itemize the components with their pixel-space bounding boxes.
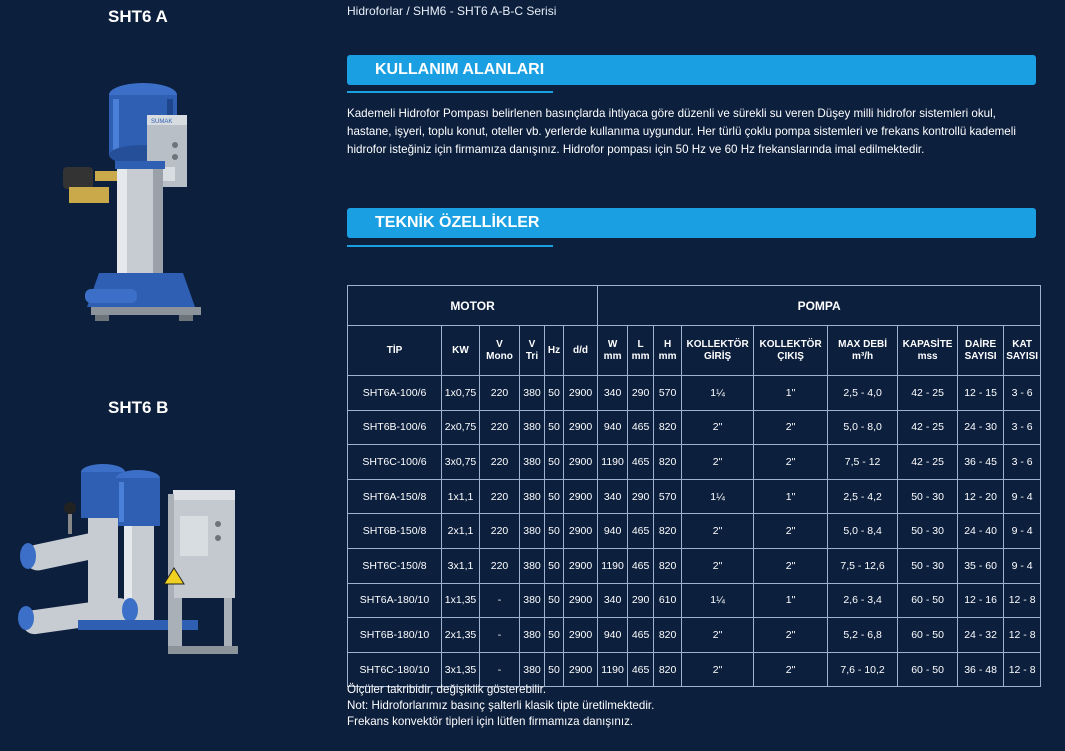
column-header xyxy=(958,326,1004,376)
table-cell: 220 xyxy=(480,445,520,480)
note-line: Frekans konvektör tipleri için lütfen firmamıza danışınız. xyxy=(347,715,634,728)
table-cell: 9 - 4 xyxy=(1004,514,1041,549)
table-cell: 50 xyxy=(545,652,564,687)
sht6b-pump-image xyxy=(18,460,248,670)
table-cell: 820 xyxy=(654,618,682,653)
table-cell: 2" xyxy=(682,618,754,653)
column-header-text: GİRİŞ xyxy=(703,350,732,362)
table-cell: SHT6C-180/10 xyxy=(348,652,442,687)
table-cell: 50 xyxy=(545,410,564,445)
table-cell: 1¼ xyxy=(682,583,754,618)
table-cell: 2900 xyxy=(564,479,598,514)
column-header-text: SAYISI xyxy=(964,350,997,362)
table-row xyxy=(348,445,1041,480)
column-header-text: KOLLEKTÖR xyxy=(686,338,749,350)
table-cell: 12 - 8 xyxy=(1004,583,1041,618)
table-cell: 465 xyxy=(628,618,654,653)
table-cell: 380 xyxy=(520,445,545,480)
table-cell: 1" xyxy=(754,376,828,411)
table-cell: 3 - 6 xyxy=(1004,410,1041,445)
table-cell: 1" xyxy=(754,479,828,514)
table-cell: 3x1,1 xyxy=(442,548,480,583)
table-cell: 2900 xyxy=(564,410,598,445)
table-cell: 36 - 48 xyxy=(958,652,1004,687)
column-header-text: KOLLEKTÖR xyxy=(759,338,822,350)
table-cell: 42 - 25 xyxy=(898,410,958,445)
product-label-sht6a: SHT6 A xyxy=(108,7,168,26)
table-cell: 12 - 15 xyxy=(958,376,1004,411)
table-row xyxy=(348,583,1041,618)
note-line: Not: Hidroforlarımız basınç şalterli klasik tipte üretilmektedir. xyxy=(347,699,655,712)
column-header-text: m³/h xyxy=(852,350,874,362)
column-header xyxy=(442,326,480,376)
column-header xyxy=(1004,326,1041,376)
table-cell: 820 xyxy=(654,410,682,445)
table-cell: 2900 xyxy=(564,583,598,618)
brand-logo: SUMAK xyxy=(151,119,173,125)
column-header xyxy=(628,326,654,376)
column-header-text: Hz xyxy=(547,344,561,356)
table-cell: 5,0 - 8,0 xyxy=(828,410,898,445)
table-cell: 2900 xyxy=(564,548,598,583)
table-cell: 60 - 50 xyxy=(898,583,958,618)
table-cell: SHT6A-180/10 xyxy=(348,583,442,618)
motor-group-header: MOTOR xyxy=(348,286,598,326)
table-cell: 3x1,35 xyxy=(442,652,480,687)
table-cell: 50 xyxy=(545,583,564,618)
table-cell: 1190 xyxy=(598,652,628,687)
table-cell: 2" xyxy=(754,410,828,445)
table-cell: - xyxy=(480,652,520,687)
column-header-text: DAİRE xyxy=(965,338,997,350)
column-header xyxy=(898,326,958,376)
table-cell: 60 - 50 xyxy=(898,652,958,687)
table-cell: 465 xyxy=(628,445,654,480)
table-cell: 24 - 40 xyxy=(958,514,1004,549)
column-header-text: H xyxy=(663,338,672,350)
table-cell: 465 xyxy=(628,410,654,445)
table-cell: 2" xyxy=(682,548,754,583)
table-cell: 940 xyxy=(598,514,628,549)
table-cell: 2x0,75 xyxy=(442,410,480,445)
table-cell: SHT6C-100/6 xyxy=(348,445,442,480)
table-cell: 380 xyxy=(520,376,545,411)
column-header xyxy=(545,326,564,376)
table-cell: 3 - 6 xyxy=(1004,445,1041,480)
table-cell: 290 xyxy=(628,479,654,514)
column-header-text: ÇIKIŞ xyxy=(777,350,804,362)
table-cell: 2" xyxy=(682,652,754,687)
table-cell: 820 xyxy=(654,445,682,480)
table-cell: 2" xyxy=(754,618,828,653)
table-cell: 12 - 8 xyxy=(1004,618,1041,653)
column-header xyxy=(654,326,682,376)
table-cell: 2900 xyxy=(564,618,598,653)
column-header xyxy=(348,326,442,376)
table-cell: 940 xyxy=(598,618,628,653)
table-cell: 380 xyxy=(520,548,545,583)
table-cell: 60 - 50 xyxy=(898,618,958,653)
table-cell: 1¼ xyxy=(682,376,754,411)
table-cell: 50 - 30 xyxy=(898,548,958,583)
usage-section-header: KULLANIM ALANLARI xyxy=(347,55,1036,85)
table-cell: 2" xyxy=(682,514,754,549)
table-cell: 465 xyxy=(628,652,654,687)
table-cell: SHT6A-150/8 xyxy=(348,479,442,514)
column-header-text: mm xyxy=(603,350,622,362)
table-cell: 2" xyxy=(754,548,828,583)
table-cell: - xyxy=(480,583,520,618)
table-cell: 35 - 60 xyxy=(958,548,1004,583)
table-cell: 12 - 16 xyxy=(958,583,1004,618)
table-cell: - xyxy=(480,618,520,653)
table-cell: 820 xyxy=(654,652,682,687)
product-label-sht6b: SHT6 B xyxy=(108,398,169,417)
table-cell: SHT6C-150/8 xyxy=(348,548,442,583)
table-cell: 2" xyxy=(754,445,828,480)
table-cell: 2,6 - 3,4 xyxy=(828,583,898,618)
column-header xyxy=(564,326,598,376)
column-header-row xyxy=(348,326,1041,376)
table-cell: 2,5 - 4,2 xyxy=(828,479,898,514)
table-cell: 340 xyxy=(598,479,628,514)
table-cell: 465 xyxy=(628,514,654,549)
usage-header-underline xyxy=(347,91,553,93)
spec-table-body xyxy=(348,376,1041,687)
table-cell: 290 xyxy=(628,376,654,411)
column-header-text: SAYISI xyxy=(1006,350,1039,362)
table-cell: 50 xyxy=(545,618,564,653)
table-cell: 220 xyxy=(480,410,520,445)
table-cell: 24 - 30 xyxy=(958,410,1004,445)
breadcrumb: Hidroforlar / SHM6 - SHT6 A-B-C Serisi xyxy=(347,4,557,18)
table-cell: 50 xyxy=(545,479,564,514)
table-cell: 3x0,75 xyxy=(442,445,480,480)
table-row xyxy=(348,410,1041,445)
table-cell: 940 xyxy=(598,410,628,445)
table-cell: SHT6A-100/6 xyxy=(348,376,442,411)
table-cell: 2900 xyxy=(564,376,598,411)
table-cell: 9 - 4 xyxy=(1004,479,1041,514)
table-cell: 5,2 - 6,8 xyxy=(828,618,898,653)
table-cell: 220 xyxy=(480,548,520,583)
table-cell: 1x1,35 xyxy=(442,583,480,618)
table-row xyxy=(348,376,1041,411)
column-header-text: V xyxy=(528,338,536,350)
table-cell: 12 - 20 xyxy=(958,479,1004,514)
table-cell: 380 xyxy=(520,652,545,687)
table-cell: 820 xyxy=(654,514,682,549)
table-cell: 1190 xyxy=(598,548,628,583)
table-cell: 380 xyxy=(520,618,545,653)
table-cell: 380 xyxy=(520,514,545,549)
table-cell: 220 xyxy=(480,514,520,549)
column-header-text: d/d xyxy=(573,344,589,356)
column-header-text: L xyxy=(637,338,644,350)
column-header xyxy=(520,326,545,376)
table-cell: 2900 xyxy=(564,514,598,549)
table-cell: 50 xyxy=(545,548,564,583)
table-cell: 3 - 6 xyxy=(1004,376,1041,411)
table-cell: 1x1,1 xyxy=(442,479,480,514)
table-cell: 1x0,75 xyxy=(442,376,480,411)
table-cell: SHT6B-180/10 xyxy=(348,618,442,653)
table-cell: 2,5 - 4,0 xyxy=(828,376,898,411)
table-row xyxy=(348,479,1041,514)
spec-table xyxy=(347,285,1041,687)
table-cell: 50 xyxy=(545,376,564,411)
column-header-text: Tri xyxy=(525,350,539,362)
pump-group-header: POMPA xyxy=(598,286,1041,326)
table-cell: 36 - 45 xyxy=(958,445,1004,480)
table-cell: 570 xyxy=(654,479,682,514)
table-cell: 820 xyxy=(654,548,682,583)
column-header xyxy=(828,326,898,376)
table-row xyxy=(348,514,1041,549)
tech-section-header: TEKNİK ÖZELLİKLER xyxy=(347,208,1036,238)
tech-header-underline xyxy=(347,245,553,247)
table-cell: 7,5 - 12 xyxy=(828,445,898,480)
table-cell: 340 xyxy=(598,376,628,411)
column-header-text: V xyxy=(496,338,503,350)
table-cell: SHT6B-100/6 xyxy=(348,410,442,445)
column-header-text: KAT xyxy=(1012,338,1033,350)
table-cell: 465 xyxy=(628,548,654,583)
table-cell: 340 xyxy=(598,583,628,618)
table-cell: 1¼ xyxy=(682,479,754,514)
column-header-text: mm xyxy=(631,350,650,362)
table-cell: 24 - 32 xyxy=(958,618,1004,653)
table-cell: 42 - 25 xyxy=(898,376,958,411)
table-cell: 5,0 - 8,4 xyxy=(828,514,898,549)
note-line: Ölçüler takribidir, değişiklik gösterebilir. xyxy=(347,683,547,696)
table-cell: 380 xyxy=(520,410,545,445)
table-cell: 9 - 4 xyxy=(1004,548,1041,583)
table-cell: 1190 xyxy=(598,445,628,480)
table-cell: 2900 xyxy=(564,652,598,687)
table-cell: 380 xyxy=(520,583,545,618)
table-cell: 220 xyxy=(480,376,520,411)
table-cell: 50 - 30 xyxy=(898,514,958,549)
table-cell: 7,5 - 12,6 xyxy=(828,548,898,583)
table-cell: 2x1,35 xyxy=(442,618,480,653)
table-cell: 2x1,1 xyxy=(442,514,480,549)
column-header-text: TİP xyxy=(386,344,403,356)
table-cell: 2" xyxy=(754,514,828,549)
table-cell: 2" xyxy=(682,410,754,445)
table-cell: 12 - 8 xyxy=(1004,652,1041,687)
table-cell: 610 xyxy=(654,583,682,618)
table-cell: 50 xyxy=(545,445,564,480)
table-cell: SHT6B-150/8 xyxy=(348,514,442,549)
table-cell: 290 xyxy=(628,583,654,618)
sht6a-pump-image xyxy=(55,75,215,325)
column-header-text: mm xyxy=(658,350,677,362)
table-cell: 2" xyxy=(682,445,754,480)
column-header-text: mss xyxy=(917,350,938,362)
table-cell: 7,6 - 10,2 xyxy=(828,652,898,687)
column-header-text: MAX DEBİ xyxy=(838,338,888,350)
table-cell: 2900 xyxy=(564,445,598,480)
table-cell: 380 xyxy=(520,479,545,514)
column-header xyxy=(754,326,828,376)
table-cell: 50 - 30 xyxy=(898,479,958,514)
column-header xyxy=(598,326,628,376)
table-cell: 50 xyxy=(545,514,564,549)
column-header-text: W xyxy=(607,338,618,350)
table-cell: 570 xyxy=(654,376,682,411)
table-cell: 1" xyxy=(754,583,828,618)
column-header-text: KW xyxy=(452,344,469,356)
column-header xyxy=(682,326,754,376)
table-cell: 42 - 25 xyxy=(898,445,958,480)
column-header-text: Mono xyxy=(486,350,513,362)
column-header xyxy=(480,326,520,376)
table-row xyxy=(348,548,1041,583)
notes xyxy=(347,682,654,730)
table-cell: 220 xyxy=(480,479,520,514)
table-row xyxy=(348,618,1041,653)
usage-description: Kademeli Hidrofor Pompası belirlenen basınçlarda ihtiyaca göre düzenli ve sürekli su veren Düşey milli hidrofor sistemleri okul, hastane, işyeri, toplu konut, oteller vb. yerlerde kullanıma uygundur. Her türlü çoklu pompa sistemleri ve frekans kontrollü kademeli hidrofor isteğiniz için firmamıza danışınız. Hidrofor pompası için 50 Hz ve 60 Hz frekanslarında imal edilmektedir. xyxy=(347,107,1016,156)
table-cell: 2" xyxy=(754,652,828,687)
column-header-text: KAPASİTE xyxy=(902,338,953,350)
